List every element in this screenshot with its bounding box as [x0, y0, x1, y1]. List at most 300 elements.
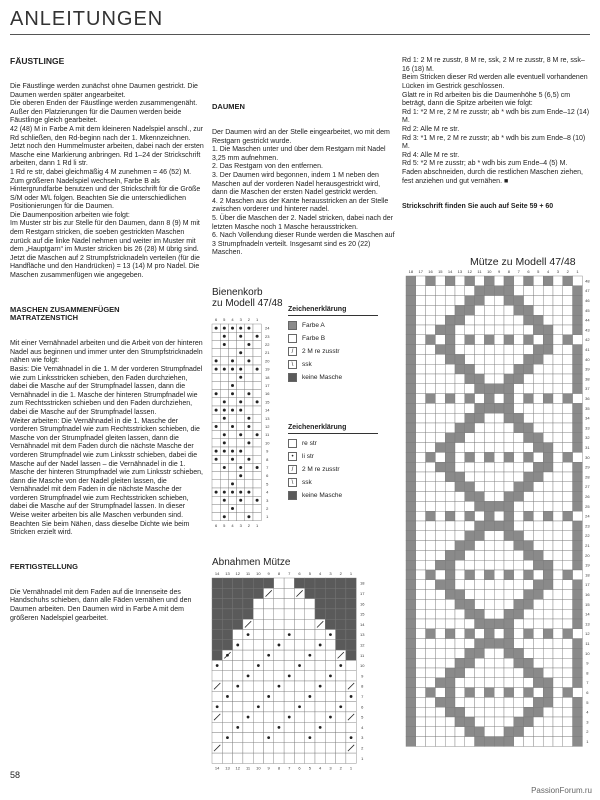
chart-cell	[212, 381, 220, 389]
chart-cell	[435, 374, 445, 384]
chart-cell	[573, 384, 583, 394]
chart-cell	[465, 521, 475, 531]
chart-cell	[220, 357, 228, 365]
chart-cell	[504, 345, 514, 355]
chart-cell	[426, 531, 436, 541]
chart-cell	[222, 671, 232, 681]
purl-dot	[256, 499, 259, 502]
chart-cell	[563, 452, 573, 462]
chart-cell	[416, 737, 426, 747]
chart-cell	[416, 364, 426, 374]
chart-cell	[315, 733, 325, 743]
heading-maschen: MASCHEN ZUSAMMENFÜGEN MATRATZENSTICH	[10, 304, 120, 323]
row-label: 16	[585, 592, 590, 597]
chart-cell	[406, 413, 416, 423]
chart-cell	[294, 630, 304, 640]
chart-cell	[222, 753, 232, 763]
chart-cell	[514, 394, 524, 404]
chart-cell	[475, 374, 485, 384]
chart-cell	[435, 335, 445, 345]
chart-cell	[484, 413, 494, 423]
chart-cell	[504, 472, 514, 482]
chart-cell	[484, 707, 494, 717]
purl-dot	[239, 368, 242, 371]
chart-cell	[504, 315, 514, 325]
chart-cell	[533, 639, 543, 649]
chart-cell	[514, 619, 524, 629]
chart-cell	[465, 335, 475, 345]
chart-cell	[524, 688, 534, 698]
chart-cell	[533, 697, 543, 707]
chart-cell	[435, 717, 445, 727]
chart-cell	[514, 688, 524, 698]
chart-cell	[253, 447, 261, 455]
purl-dot	[231, 425, 234, 428]
chart-cell	[504, 541, 514, 551]
chart-cell	[237, 439, 245, 447]
purl-dot	[256, 433, 259, 436]
chart-cell	[416, 590, 426, 600]
k2tog-icon: /	[288, 347, 297, 356]
chart-cell	[494, 727, 504, 737]
chart-cell	[406, 403, 416, 413]
chart-cell	[563, 688, 573, 698]
chart-cell	[524, 521, 534, 531]
chart-cell	[455, 364, 465, 374]
chart-cell	[465, 727, 475, 737]
purl-dot	[329, 633, 332, 636]
chart-cell	[504, 374, 514, 384]
chart-cell	[484, 325, 494, 335]
chart-cell	[494, 286, 504, 296]
chart-cell	[455, 658, 465, 668]
chart-cell	[426, 482, 436, 492]
chart-cell	[475, 707, 485, 717]
col-label: 18	[408, 269, 414, 274]
chart-cell	[504, 511, 514, 521]
chart-cell	[533, 619, 543, 629]
col-label: 4	[319, 571, 322, 576]
chart-cell	[253, 609, 263, 619]
chart-cell	[553, 364, 563, 374]
row-label: 1	[586, 739, 589, 744]
chart-cell	[455, 325, 465, 335]
chart-cell	[504, 707, 514, 717]
chart-cell	[426, 560, 436, 570]
chart-cell	[274, 753, 284, 763]
chart-cell	[455, 472, 465, 482]
chart-cell	[465, 403, 475, 413]
chart-cell	[563, 717, 573, 727]
chart-cell	[494, 423, 504, 433]
row-label: 38	[585, 376, 590, 382]
chart-cell	[253, 357, 261, 365]
chart-cell	[294, 733, 304, 743]
chart-cell	[416, 472, 426, 482]
chart-cell	[475, 727, 485, 737]
chart-cell	[553, 276, 563, 286]
chart-cell	[533, 688, 543, 698]
row-label: 18	[264, 374, 270, 380]
chart-cell	[426, 648, 436, 658]
purl-dot	[215, 491, 218, 494]
chart-cell	[465, 580, 475, 590]
chart-cell	[475, 335, 485, 345]
chart-cell	[504, 599, 514, 609]
chart-cell	[533, 394, 543, 404]
chart-cell	[563, 658, 573, 668]
chart-cell	[406, 521, 416, 531]
col-label: 5	[223, 317, 226, 322]
col-label: 1	[349, 571, 353, 576]
chart-cell	[573, 433, 583, 443]
chart-cell	[253, 619, 263, 629]
swatch-icon	[288, 321, 297, 330]
chart-cell	[484, 492, 494, 502]
purl-dot	[236, 644, 239, 647]
col-label: 13	[225, 571, 230, 576]
chart-cell	[465, 531, 475, 541]
row-label: 14	[585, 611, 590, 617]
text-faeustlinge: Die Fäustlinge werden zunächst ohne Daumen gestrickt. Die Daumen werden später angearbeitet. Die oberen Enden der Fäustlinge werden zusammengenäht. Außer den Platzierungen für die Daumen werden beide Fäustlinge gleich gearbeitet. 42 (48) M in Farbe A mit dem kleineren Nadelspiel anschl., zur Rd schließen, den Rd-beginn nach der 1. Mkennzeichnen. Jetzt noch den Hummelmuster arbeiten, dabei nach der ersten Masche eine Markierung anbringen. Rd 1–24 der Strickschrift arbeiten, dann 1 Rd li str. 1 Rd re str, dabei gleichmäßig 4 M zunehmen = 46 (52) M. Zum größeren Nadelspiel wechseln, Farbe B als Hintergrundfarbe benutzen und der Strickschrift für die Größe S/M oder M/L folgen. Beachten Sie die unterschiedlichen Positionierungen für die Daumen. Die Daumenposition arbeiten wie folgt: Im Muster str bis zur Stelle für den Daumen, dann 8 (9) M mit dem Restgarn stricken, die soeben gestrickten Maschen zurück auf die linke Nadel nehmen und weiter im Muster mit dem „Hauptgarn“ im Muster stricken bis 26 (28) M übrig sind. Jetzt die Maschen auf 2 Strumpfstricknadeln verteilen (für die Handfläche und den Handrücken) = 13 (14) M pro Nadel. Die Maschen zusammenfügen wie angegeben.	[10, 82, 204, 280]
chart-cell	[336, 722, 346, 732]
chart-cell	[543, 413, 553, 423]
purl-dot	[231, 482, 234, 485]
chart-cell	[494, 374, 504, 384]
row-label: 6	[266, 473, 269, 479]
chart-cell	[484, 501, 494, 511]
row-label: 20	[585, 552, 590, 558]
chart-cell	[543, 550, 553, 560]
purl-dot	[231, 359, 234, 362]
chart-cell	[243, 702, 253, 712]
chart-cell	[524, 276, 534, 286]
chart-cell	[445, 305, 455, 315]
chart-cell	[416, 374, 426, 384]
chart-cell	[533, 658, 543, 668]
legend-2-title: Zeichenerklärung	[288, 424, 378, 434]
purl-dot	[231, 392, 234, 395]
col-label: 3	[329, 571, 332, 576]
chart-cell	[426, 423, 436, 433]
col-label: 3	[239, 317, 242, 322]
chart-cell	[212, 733, 222, 743]
row-label: 17	[264, 383, 270, 388]
chart-cell	[563, 511, 573, 521]
purl-dot	[236, 726, 239, 729]
source-watermark: PassionForum.ru	[531, 786, 592, 795]
chart-cell	[533, 286, 543, 296]
chart-cell	[504, 619, 514, 629]
chart-cell	[533, 384, 543, 394]
chart-cell	[445, 639, 455, 649]
chart-cell	[543, 580, 553, 590]
chart-cell	[406, 325, 416, 335]
chart-cell	[494, 482, 504, 492]
chart-cell	[455, 599, 465, 609]
chart-cell	[465, 394, 475, 404]
chart-cell	[212, 439, 220, 447]
chart-cell	[553, 335, 563, 345]
chart-cell	[253, 588, 263, 598]
chart-cell	[325, 640, 335, 650]
chart-cell	[465, 550, 475, 560]
chart-cell	[494, 492, 504, 502]
chart-cell	[228, 398, 236, 406]
chart-cell	[426, 668, 436, 678]
row-label: 24	[264, 325, 270, 331]
chart-cell	[233, 712, 243, 722]
chart-cell	[553, 668, 563, 678]
chart-cell	[253, 733, 263, 743]
chart-cell	[233, 619, 243, 629]
chart-cell	[533, 364, 543, 374]
chart-cell	[504, 550, 514, 560]
purl-dot	[247, 515, 250, 518]
purl-dot	[298, 705, 301, 708]
chart-cell	[504, 433, 514, 443]
chart-cell	[494, 511, 504, 521]
chart-cell	[253, 722, 263, 732]
chart-cell	[543, 717, 553, 727]
chart-cell	[233, 660, 243, 670]
chart-cell	[416, 668, 426, 678]
chart-cell	[573, 394, 583, 404]
row-label: 6	[586, 690, 589, 695]
col-label: 2	[247, 522, 251, 528]
chart-cell	[563, 678, 573, 688]
chart-cell	[233, 702, 243, 712]
col-label: 10	[487, 269, 492, 274]
chart-cell	[484, 688, 494, 698]
heading-daumen: DAUMEN	[212, 102, 245, 112]
chart-cell	[426, 727, 436, 737]
chart-cell	[494, 737, 504, 747]
chart-cell	[294, 743, 304, 753]
chart-cell	[426, 433, 436, 443]
chart-cell	[245, 480, 253, 488]
chart-cell	[406, 374, 416, 384]
chart-cell	[563, 521, 573, 531]
purl-dot	[247, 359, 250, 362]
chart-cell	[494, 276, 504, 286]
chart-cell	[445, 462, 455, 472]
purl-dot	[256, 368, 259, 371]
chart-cell	[233, 743, 243, 753]
row-label: 13	[264, 415, 270, 421]
chart-cell	[533, 590, 543, 600]
chart-cell	[346, 588, 356, 598]
chart-cell	[305, 743, 315, 753]
chart-cell	[406, 727, 416, 737]
chart-cell	[435, 345, 445, 355]
row-label: 3	[586, 719, 589, 725]
chart-cell	[445, 335, 455, 345]
chart-cell	[475, 668, 485, 678]
purl-dot	[247, 343, 250, 346]
chart-cell	[504, 286, 514, 296]
chart-cell	[533, 335, 543, 345]
chart-cell	[484, 737, 494, 747]
chart-cell	[533, 521, 543, 531]
chart-cell	[455, 580, 465, 590]
swatch-icon	[288, 334, 297, 343]
chart-cell	[426, 335, 436, 345]
chart-cell	[553, 345, 563, 355]
row-label: 17	[359, 590, 365, 596]
col-label: 6	[214, 522, 218, 528]
chart-cell	[406, 315, 416, 325]
chart-cell	[406, 462, 416, 472]
chart-cell	[315, 660, 325, 670]
chart-cell	[484, 658, 494, 668]
chart-cell	[553, 648, 563, 658]
col-label: 7	[288, 571, 291, 576]
chart-cell	[484, 619, 494, 629]
chart-cell	[524, 384, 534, 394]
chart-cell	[514, 737, 524, 747]
chart-cell	[284, 753, 294, 763]
chart-cell	[264, 609, 274, 619]
chart-cell	[237, 480, 245, 488]
chart-cell	[243, 681, 253, 691]
chart-cell	[325, 702, 335, 712]
chart-cell	[475, 433, 485, 443]
chart-cell	[484, 560, 494, 570]
row-label: 27	[585, 484, 590, 490]
chart-cell	[245, 381, 253, 389]
chart-cell	[243, 722, 253, 732]
chart-cell	[435, 619, 445, 629]
purl-dot	[239, 474, 242, 477]
chart-cell	[475, 531, 485, 541]
chart-cell	[484, 531, 494, 541]
purl-dot	[223, 335, 226, 338]
chart-cell	[222, 743, 232, 753]
row-label: 23	[585, 523, 590, 529]
chart-cell	[455, 727, 465, 737]
chart-cell	[243, 743, 253, 753]
row-label: 42	[585, 337, 590, 343]
chart-cell	[475, 443, 485, 453]
chart-cell	[336, 640, 346, 650]
chart-cell	[253, 422, 261, 430]
col-label: 13	[457, 269, 463, 274]
chart-cell	[484, 570, 494, 580]
chart-cell	[212, 463, 220, 471]
chart-cell	[475, 296, 485, 306]
chart-cell	[220, 504, 228, 512]
chart-cell	[484, 374, 494, 384]
legend-2-item: \ ssk	[288, 476, 378, 489]
row-label: 17	[585, 582, 590, 588]
chart-cell	[435, 472, 445, 482]
chart-cell	[504, 501, 514, 511]
chart-cell	[426, 521, 436, 531]
row-label: 37	[585, 386, 590, 392]
chart-cell	[416, 305, 426, 315]
chart-cell	[553, 560, 563, 570]
chart-cell	[305, 660, 315, 670]
chart-cell	[455, 639, 465, 649]
chart-cell	[228, 431, 236, 439]
row-label: 4	[361, 724, 364, 730]
purl-dot	[247, 425, 250, 428]
purl-dot	[223, 450, 226, 453]
chart-cell	[573, 570, 583, 580]
col-label: 11	[477, 269, 482, 274]
chart-cell	[533, 374, 543, 384]
col-label: 6	[298, 571, 301, 576]
chart-cell	[504, 384, 514, 394]
chart-cell	[543, 492, 553, 502]
col-label: 4	[231, 317, 234, 322]
chart-cell	[274, 578, 284, 588]
chart-cell	[294, 578, 304, 588]
chart-cell	[475, 599, 485, 609]
chart-cell	[284, 599, 294, 609]
chart-cell	[543, 629, 553, 639]
chart-cell	[524, 413, 534, 423]
chart-cell	[455, 413, 465, 423]
chart-cell	[416, 560, 426, 570]
chart-cell	[475, 276, 485, 286]
chart-cell	[475, 609, 485, 619]
chart-cell	[264, 671, 274, 681]
row-label: 14	[264, 407, 270, 413]
chart-cell	[455, 345, 465, 355]
chart-cell	[484, 717, 494, 727]
legend-1-item: \ ssk	[288, 358, 378, 371]
chart-cell	[465, 511, 475, 521]
chart-cell	[212, 722, 222, 732]
chart-cell	[494, 452, 504, 462]
purl-dot	[267, 654, 270, 657]
col-label: 10	[256, 571, 261, 576]
purl-dot	[216, 705, 219, 708]
chart-cell	[416, 629, 426, 639]
col-label: 7	[288, 765, 291, 770]
chart-cell	[465, 345, 475, 355]
chart-cell	[563, 403, 573, 413]
chart-cell	[426, 619, 436, 629]
row-label: 12	[585, 631, 590, 637]
chart-cell	[524, 580, 534, 590]
k2tog-icon: /	[288, 465, 297, 474]
chart-cell	[455, 492, 465, 502]
chart-cell	[484, 305, 494, 315]
col-label: 11	[245, 571, 251, 576]
chart-cell	[573, 737, 583, 747]
chart-cell	[243, 753, 253, 763]
chart-cell	[445, 678, 455, 688]
chart-cell	[573, 315, 583, 325]
col-label: 5	[537, 269, 540, 274]
chart-cell	[543, 619, 553, 629]
chart-cell	[336, 588, 346, 598]
chart-cell	[543, 737, 553, 747]
chart-cell	[416, 492, 426, 502]
chart-cell	[245, 349, 253, 357]
chart-cell	[573, 501, 583, 511]
chart-cell	[465, 423, 475, 433]
chart-cell	[563, 413, 573, 423]
chart-cell	[435, 737, 445, 747]
purl-dot	[247, 674, 250, 677]
chart-cell	[237, 422, 245, 430]
ssk-icon: \	[288, 360, 297, 369]
chart-cell	[445, 452, 455, 462]
